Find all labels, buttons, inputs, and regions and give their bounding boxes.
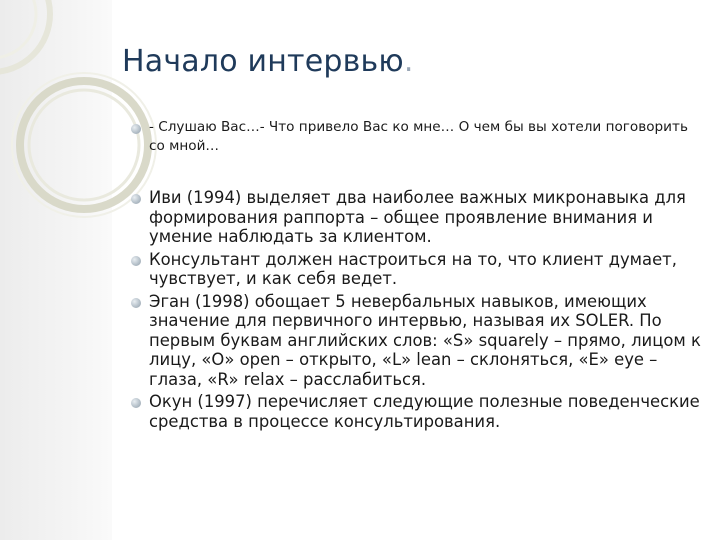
decor-ring-1 bbox=[0, 0, 50, 72]
title-dot: . bbox=[403, 44, 414, 79]
bullet-item: Эган (1998) обощает 5 невербальных навыков, имеющих значение для первичного интервью, называя их SOLER. По первым буквам английских слов: «S» squarely – прямо, лицом к лицу, «O» open – открыто, «L» lean – склоняться, «E» eye – глаза, «R» relax – расслабиться. bbox=[132, 292, 707, 390]
decor-ring-2 bbox=[0, 0, 36, 58]
bullet-item: - Слушаю Вас…- Что привело Вас ко мне… О чем бы вы хотели поговорить со мной… bbox=[132, 118, 707, 156]
bullet-item: Иви (1994) выделяет два наиболее важных микронавыка для формирования раппорта – общее проявление внимания и умение наблюдать за клиентом. bbox=[132, 188, 707, 247]
decor-ring-4 bbox=[29, 90, 139, 200]
slide-title-text: Начало интервью bbox=[122, 44, 404, 79]
bullet-list bbox=[132, 118, 707, 434]
bullet-item: Окун (1997) перечисляет следующие полезные поведенческие средства в процессе консультирования. bbox=[132, 392, 707, 431]
slide-title bbox=[122, 44, 414, 79]
bullet-item: Консультант должен настроиться на то, что клиент думает, чувствует, и как себя ведет. bbox=[132, 250, 707, 289]
decor-ring-3 bbox=[20, 81, 148, 209]
